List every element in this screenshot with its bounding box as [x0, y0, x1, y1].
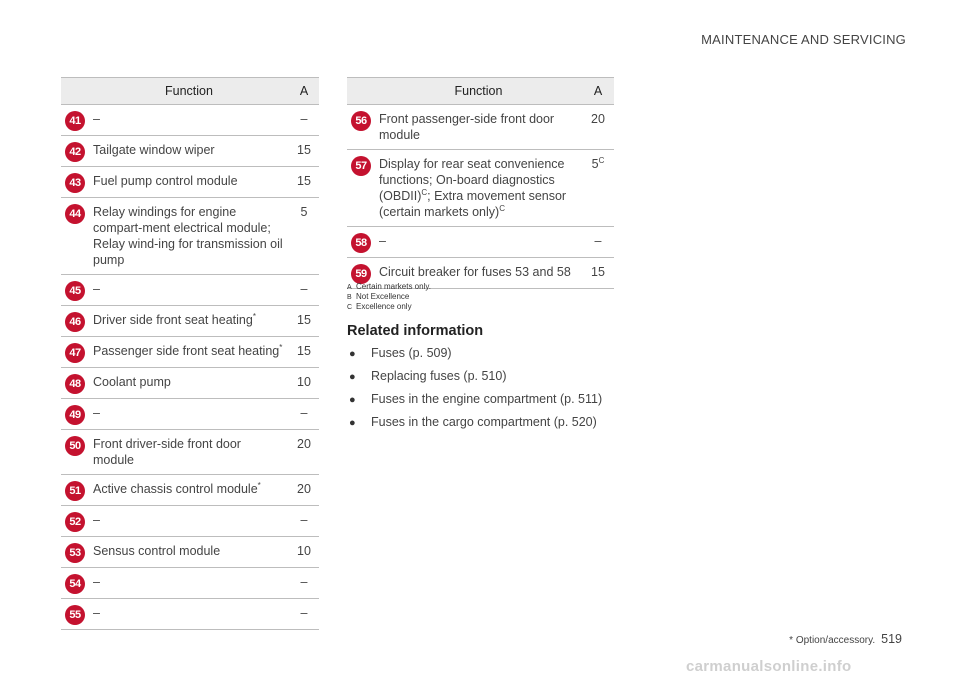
amperage-cell	[289, 537, 319, 568]
function-text: Tailgate window wiper	[93, 143, 215, 157]
function-cell	[89, 506, 289, 537]
function-text: Sensus control module	[93, 544, 221, 558]
fuse-number-cell	[61, 506, 89, 537]
amperage-cell	[289, 475, 319, 506]
fuse-number-cell	[61, 167, 89, 198]
amperage-value: –	[300, 112, 308, 126]
fuse-number-cell	[347, 150, 375, 227]
function-cell	[375, 150, 582, 227]
fuse-table-left	[61, 77, 319, 630]
amperage-cell	[289, 568, 319, 599]
table-row	[61, 399, 319, 430]
table-row	[61, 368, 319, 399]
bullet-icon: ●	[349, 348, 356, 360]
fuse-number-cell	[61, 475, 89, 506]
function-text: –	[93, 406, 100, 420]
amperage-cell	[289, 337, 319, 368]
amperage-value: 15	[297, 344, 311, 358]
fuse-number-cell	[347, 105, 375, 150]
fuse-number-cell	[347, 227, 375, 258]
fuse-number-badge: 51	[65, 481, 85, 501]
fuse-number-badge: 50	[65, 436, 85, 456]
related-link[interactable]: ● Fuses (p. 509)	[347, 343, 647, 363]
table-row	[61, 537, 319, 568]
function-cell	[89, 430, 289, 475]
page-number: 519	[881, 632, 902, 646]
column-header-number	[347, 78, 375, 105]
function-cell	[89, 105, 289, 136]
fuse-number-badge: 52	[65, 512, 85, 532]
fuse-number-cell	[61, 537, 89, 568]
function-cell	[89, 537, 289, 568]
amperage-cell	[582, 258, 614, 289]
related-links-list	[347, 343, 647, 432]
footnote-marker: C	[421, 187, 428, 197]
related-link[interactable]: ● Fuses in the engine compartment (p. 511)	[347, 389, 647, 409]
bullet-icon: ●	[349, 371, 356, 383]
function-text: Driver side front seat heating	[93, 313, 253, 327]
table-row	[347, 227, 614, 258]
fuse-number-badge: 42	[65, 142, 85, 162]
footnote: B Not Excellence	[347, 292, 410, 301]
fuse-number-cell	[61, 306, 89, 337]
amperage-value: 20	[591, 112, 605, 126]
fuse-number-badge: 44	[65, 204, 85, 224]
section-header: MAINTENANCE AND SERVICING	[701, 32, 906, 47]
function-text: Fuel pump control module	[93, 174, 238, 188]
fuse-number-cell	[61, 275, 89, 306]
fuse-number-badge: 56	[351, 111, 371, 131]
function-text: –	[93, 513, 100, 527]
option-asterisk: *	[257, 480, 261, 490]
amperage-value: –	[300, 513, 308, 527]
amperage-cell	[289, 306, 319, 337]
watermark: carmanualsonline.info	[686, 658, 852, 675]
function-text: –	[93, 112, 100, 126]
amperage-cell	[582, 150, 614, 227]
column-header-amperage: A	[289, 78, 319, 105]
function-text: Active chassis control module	[93, 482, 258, 496]
amperage-cell	[289, 105, 319, 136]
fuse-number-cell	[61, 430, 89, 475]
fuse-number-badge: 54	[65, 574, 85, 594]
fuse-number-cell	[61, 337, 89, 368]
function-text: Coolant pump	[93, 375, 171, 389]
fuse-number-badge: 53	[65, 543, 85, 563]
fuse-number-cell	[61, 198, 89, 275]
table-header-row	[61, 78, 319, 105]
fuse-number-badge: 48	[65, 374, 85, 394]
fuse-number-badge: 58	[351, 233, 371, 253]
amperage-value: 10	[297, 375, 311, 389]
fuse-number-badge: 57	[351, 156, 371, 176]
table-row	[61, 198, 319, 275]
fuse-number-cell	[61, 399, 89, 430]
table-row	[61, 337, 319, 368]
column-header-function: Function	[89, 78, 289, 105]
footnote: A Certain markets only.	[347, 282, 431, 291]
amperage-cell	[289, 136, 319, 167]
table-row	[61, 568, 319, 599]
amperage-cell	[289, 167, 319, 198]
table-row	[347, 150, 614, 227]
function-text: Front driver-side front door module	[93, 437, 241, 467]
function-text: Display for rear seat convenience functions; On-board diagnostics (OBDII)	[379, 157, 565, 203]
amperage-cell	[289, 430, 319, 475]
fuse-number-cell	[61, 136, 89, 167]
amperage-cell	[289, 368, 319, 399]
table-footnotes	[347, 282, 431, 312]
function-text: –	[379, 234, 386, 248]
related-information	[347, 323, 647, 435]
option-asterisk: *	[279, 342, 283, 352]
amperage-value: –	[300, 575, 308, 589]
table-row	[61, 136, 319, 167]
function-cell	[89, 599, 289, 630]
amperage-value: –	[300, 606, 308, 620]
function-cell	[89, 198, 289, 275]
fuse-number-badge: 41	[65, 111, 85, 131]
fuse-number-cell	[61, 568, 89, 599]
amperage-value: 15	[297, 143, 311, 157]
function-cell	[89, 337, 289, 368]
table-row	[61, 306, 319, 337]
function-cell	[89, 568, 289, 599]
amperage-value: 15	[591, 265, 605, 279]
bullet-icon: ●	[349, 394, 356, 406]
page-footer	[789, 632, 902, 646]
function-cell	[375, 105, 582, 150]
function-cell	[89, 136, 289, 167]
footnote: C Excellence only	[347, 302, 412, 311]
function-text: –	[93, 282, 100, 296]
function-text: Circuit breaker for fuses 53 and 58	[379, 265, 571, 279]
table-row	[61, 167, 319, 198]
function-cell	[89, 167, 289, 198]
amperage-cell	[289, 599, 319, 630]
function-text: Front passenger-side front door module	[379, 112, 555, 142]
table-row	[61, 599, 319, 630]
footnote-marker: C	[598, 155, 605, 165]
related-link[interactable]: ● Fuses in the cargo compartment (p. 520)	[347, 412, 647, 432]
table-row	[347, 105, 614, 150]
amperage-cell	[289, 399, 319, 430]
option-asterisk: *	[252, 311, 256, 321]
fuse-number-badge: 59	[351, 264, 371, 284]
footnote-marker: C	[499, 203, 505, 213]
related-link[interactable]: ● Replacing fuses (p. 510)	[347, 366, 647, 386]
amperage-value: 15	[297, 174, 311, 188]
fuse-number-badge: 43	[65, 173, 85, 193]
column-header-amperage: A	[582, 78, 614, 105]
fuse-number-badge: 49	[65, 405, 85, 425]
table-row	[61, 475, 319, 506]
table-row	[61, 105, 319, 136]
amperage-cell	[582, 227, 614, 258]
function-text: –	[93, 606, 100, 620]
function-cell	[89, 475, 289, 506]
fuse-number-badge: 46	[65, 312, 85, 332]
column-header-number	[61, 78, 89, 105]
column-header-function: Function	[375, 78, 582, 105]
amperage-value: 5	[300, 205, 308, 219]
amperage-value: 15	[297, 313, 311, 327]
amperage-cell	[289, 275, 319, 306]
function-text: –	[93, 575, 100, 589]
fuse-number-badge: 55	[65, 605, 85, 625]
function-cell	[89, 275, 289, 306]
amperage-value: 20	[297, 437, 311, 451]
amperage-value: –	[300, 282, 308, 296]
function-text: ; Extra movement sensor (certain markets only)	[379, 189, 567, 219]
amperage-value: 5	[591, 157, 599, 171]
related-heading: Related information	[347, 323, 484, 339]
table-row	[61, 430, 319, 475]
function-cell	[89, 306, 289, 337]
amperage-value: 10	[297, 544, 311, 558]
fuse-number-badge: 45	[65, 281, 85, 301]
fuse-number-cell	[61, 599, 89, 630]
function-text: Passenger side front seat heating	[93, 344, 280, 358]
function-cell	[375, 227, 582, 258]
amperage-cell	[289, 198, 319, 275]
function-cell	[89, 399, 289, 430]
table-row	[61, 275, 319, 306]
fuse-number-cell	[61, 368, 89, 399]
function-text: Relay windings for engine compart-ment electrical module; Relay wind-ing for transmission oil pump	[93, 205, 283, 267]
bullet-icon: ●	[349, 417, 356, 429]
fuse-number-badge: 47	[65, 343, 85, 363]
option-accessory-note: * Option/accessory.	[789, 635, 876, 646]
fuse-table-right	[347, 77, 614, 289]
table-row	[61, 506, 319, 537]
amperage-cell	[582, 105, 614, 150]
fuse-number-cell	[61, 105, 89, 136]
amperage-value: –	[300, 406, 308, 420]
table-header-row	[347, 78, 614, 105]
amperage-value: 20	[297, 482, 311, 496]
function-cell	[89, 368, 289, 399]
amperage-value: –	[594, 234, 602, 248]
amperage-cell	[289, 506, 319, 537]
